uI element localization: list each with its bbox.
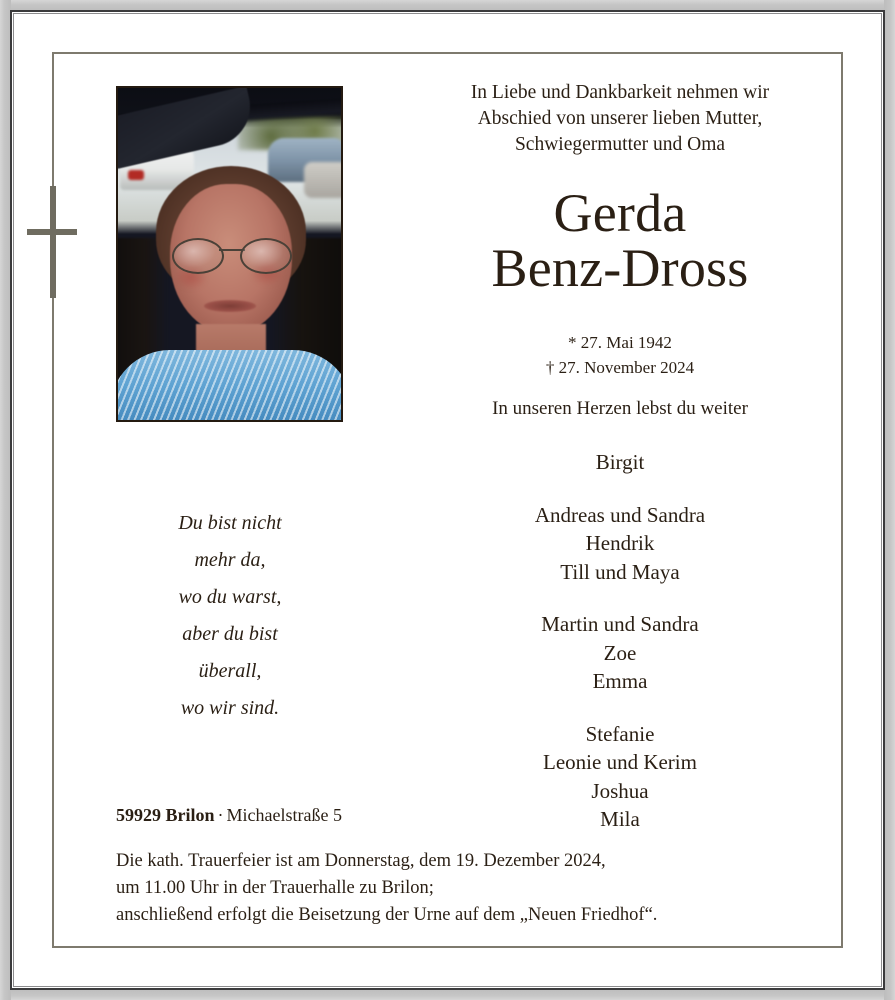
family-group [400, 720, 840, 834]
poem-line: Du bist nicht [178, 512, 282, 534]
family-member: Martin und Sandra [541, 612, 699, 636]
photo-mouth [204, 300, 256, 312]
family-member: Mila [600, 807, 640, 831]
family-member: Stefanie [585, 721, 655, 746]
family-member: Leonie und Kerim [543, 750, 697, 774]
poem-line: aber du bist [182, 623, 278, 645]
memory-line: In unseren Herzen lebst du weiter [492, 398, 748, 419]
deceased-last-name: Benz-Dross [491, 238, 749, 299]
family-list [400, 448, 840, 834]
photo-background [118, 88, 341, 420]
poem-line: wo wir sind. [180, 697, 280, 719]
family-member: Andreas und Sandra [534, 502, 706, 527]
intro-line: Abschied von unserer lieben Mutter, [477, 108, 763, 129]
family-group [400, 610, 840, 696]
family-member: Birgit [595, 450, 645, 474]
address-street: Michaelstraße 5 [226, 805, 342, 825]
deceased-first-name: Gerda [553, 183, 687, 243]
service-line: um 11.00 Uhr in der Trauerhalle zu Brilon; [116, 878, 434, 898]
photo-glasses-lens-right [240, 238, 292, 274]
family-group [400, 501, 840, 587]
cross-vertical-bar [50, 186, 56, 298]
address-line [116, 805, 342, 826]
photo-parked-car-far [304, 162, 343, 198]
death-date: † 27. November 2024 [545, 358, 695, 377]
christian-cross-icon [27, 186, 77, 298]
family-member: Hendrik [585, 531, 655, 555]
service-line: Die kath. Trauerfeier ist am Donnerstag, dem 19. Dezember 2024, [116, 851, 606, 871]
poem-line: wo du warst, [178, 586, 282, 608]
family-member: Emma [592, 669, 648, 693]
intro-line: Schwiegermutter und Oma [514, 134, 726, 155]
photo-glasses-lens-left [172, 238, 224, 274]
intro-line: In Liebe und Dankbarkeit nehmen wir [470, 82, 770, 103]
life-dates [400, 330, 840, 380]
photo-glasses [172, 238, 292, 272]
memorial-poem [110, 505, 350, 727]
family-member: Zoe [603, 640, 637, 665]
service-line: anschließend erfolgt die Beisetzung der Urne auf dem „Neuen Friedhof“. [116, 905, 658, 925]
poem-line: mehr da, [194, 549, 266, 571]
portrait-photo [116, 86, 343, 422]
intro-text [400, 80, 840, 158]
scan-frame-bottom [0, 989, 895, 1000]
family-member: Joshua [591, 778, 649, 803]
family-group [400, 448, 840, 477]
photo-sweater [116, 350, 343, 422]
address-city: 59929 Brilon [116, 805, 215, 825]
family-member: Till und Maya [560, 559, 680, 584]
deceased-name [400, 183, 840, 299]
address-separator: · [217, 805, 224, 825]
cross-horizontal-bar [27, 229, 77, 235]
funeral-service-info [116, 848, 816, 929]
birth-date: * 27. Mai 1942 [568, 333, 672, 352]
poem-line: überall, [198, 660, 262, 682]
scan-frame-right [884, 0, 895, 1000]
